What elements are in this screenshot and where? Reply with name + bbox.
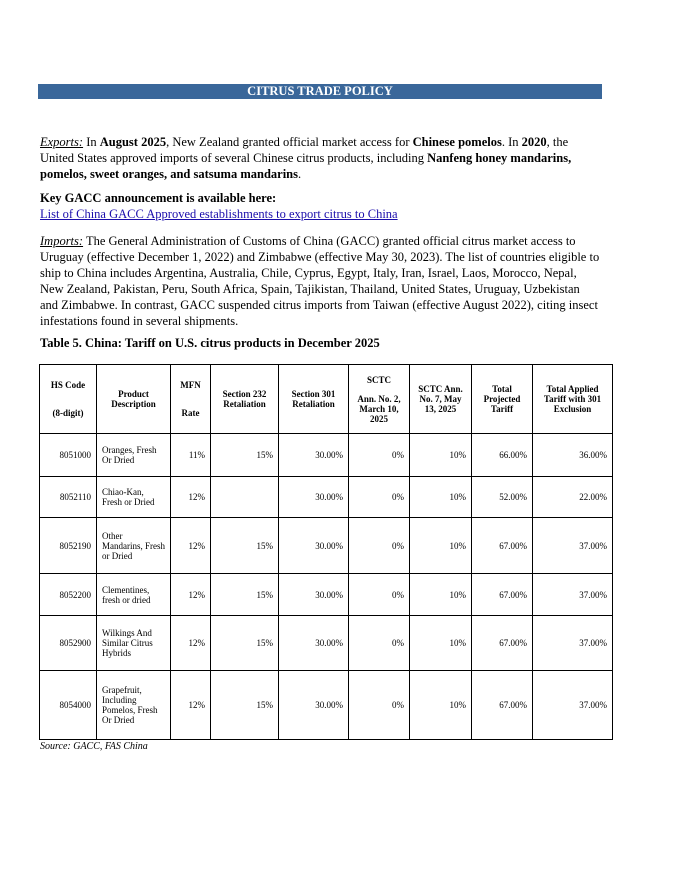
cell-total: 67.00% (472, 671, 533, 740)
header-hs-code-top: HS Code (50, 380, 86, 390)
header-hs-code-bottom: (8-digit) (52, 408, 84, 418)
table-source-note: Source: GACC, FAS China (40, 741, 148, 752)
cell-hs-code: 8052200 (40, 574, 97, 616)
exports-bold-date: August 2025 (99, 135, 167, 149)
cell-applied: 37.00% (533, 616, 613, 671)
cell-hs-code: 8054000 (40, 671, 97, 740)
tariff-table (39, 364, 613, 740)
cell-applied: 22.00% (533, 477, 613, 518)
cell-mfn: 12% (171, 574, 211, 616)
table-header-row (40, 365, 613, 434)
header-product-description: Product Description (97, 365, 171, 434)
cell-applied: 37.00% (533, 574, 613, 616)
cell-sctc7: 10% (410, 671, 472, 740)
cell-description: Clementines, fresh or dried (97, 574, 171, 616)
exports-paragraph (40, 134, 600, 182)
cell-sctc7: 10% (410, 616, 472, 671)
cell-s301: 30.00% (279, 434, 349, 477)
cell-applied: 37.00% (533, 671, 613, 740)
cell-s232: 15% (211, 574, 279, 616)
cell-description: Chiao-Kan, Fresh or Dried (97, 477, 171, 518)
table-row (40, 518, 613, 574)
exports-bold-year: 2020 (521, 135, 547, 149)
cell-total: 67.00% (472, 616, 533, 671)
announcement-block (40, 190, 600, 222)
exports-text: In (83, 135, 100, 149)
table-row (40, 477, 613, 518)
table-caption: Table 5. China: Tariff on U.S. citrus products in December 2025 (40, 336, 380, 350)
cell-hs-code: 8051000 (40, 434, 97, 477)
header-sctc-ann-2-top: SCTC (366, 374, 391, 385)
table-row (40, 574, 613, 616)
cell-sctc7: 10% (410, 477, 472, 518)
exports-bold-product: Chinese pomelos (412, 135, 502, 149)
cell-total: 52.00% (472, 477, 533, 518)
header-mfn-top: MFN (180, 380, 201, 390)
cell-sctc2: 0% (349, 616, 410, 671)
exports-text: , New Zealand granted official market access for (166, 135, 413, 149)
cell-s232: 15% (211, 671, 279, 740)
cell-hs-code: 8052900 (40, 616, 97, 671)
cell-sctc2: 0% (349, 671, 410, 740)
cell-sctc7: 10% (410, 434, 472, 477)
section-banner: CITRUS TRADE POLICY (38, 84, 602, 99)
cell-total: 67.00% (472, 518, 533, 574)
imports-label: Imports: (40, 234, 84, 248)
header-total-projected: Total Projected Tariff (472, 365, 533, 434)
cell-description: Grapefruit, Including Pomelos, Fresh Or Dried (97, 671, 171, 740)
cell-s232: 15% (211, 518, 279, 574)
cell-sctc7: 10% (410, 574, 472, 616)
table-row (40, 616, 613, 671)
cell-mfn: 12% (171, 671, 211, 740)
cell-sctc2: 0% (349, 518, 410, 574)
cell-description: Oranges, Fresh Or Dried (97, 434, 171, 477)
cell-s301: 30.00% (279, 671, 349, 740)
cell-description: Other Mandarins, Fresh or Dried (97, 518, 171, 574)
header-section-232: Section 232 Retaliation (211, 365, 279, 434)
cell-s232 (211, 477, 279, 518)
header-mfn-rate (171, 365, 211, 434)
exports-text: . (298, 167, 302, 181)
cell-mfn: 12% (171, 616, 211, 671)
cell-s232: 15% (211, 616, 279, 671)
cell-s232: 15% (211, 434, 279, 477)
cell-description: Wilkings And Similar Citrus Hybrids (97, 616, 171, 671)
header-mfn-bottom: Rate (181, 408, 200, 418)
table-row (40, 434, 613, 477)
cell-total: 66.00% (472, 434, 533, 477)
exports-bold-products: Nanfeng honey mandarins, pomelos, sweet oranges, and satsuma mandarins (40, 151, 572, 181)
exports-text: , the United States approved imports of several Chinese citrus products, including (40, 135, 569, 165)
cell-s301: 30.00% (279, 518, 349, 574)
header-total-applied: Total Applied Tariff with 301 Exclusion (533, 365, 613, 434)
cell-sctc2: 0% (349, 574, 410, 616)
table-row (40, 671, 613, 740)
header-sctc-ann-2 (349, 365, 410, 434)
cell-s301: 30.00% (279, 616, 349, 671)
cell-s301: 30.00% (279, 477, 349, 518)
header-hs-code (40, 365, 97, 434)
cell-s301: 30.00% (279, 574, 349, 616)
header-sctc-ann-2-bottom: Ann. No. 2, March 10, 2025 (357, 393, 401, 424)
cell-hs-code: 8052110 (40, 477, 97, 518)
cell-mfn: 12% (171, 518, 211, 574)
exports-text: . In (501, 135, 522, 149)
cell-mfn: 12% (171, 477, 211, 518)
imports-text: The General Administration of Customs of China (GACC) granted official citrus market access to Uruguay (effective December 1, 2022) and Zimbabwe (effective May 30, 2023). The list of countries eligible to ship to China includes Argentina, Australia, Chile, Cyprus, Egypt, Italy, Iran, Israel, Laos, Morocco, Nepal, New Zealand, Pakistan, Peru, South Africa, Spain, Tajikistan, Thailand, United States, Uruguay, Uzbekistan and Zimbabwe. In contrast, GACC suspended citrus imports from Taiwan (effective August 2022), citing insect infestations found in several shipments. (40, 234, 600, 328)
cell-applied: 37.00% (533, 518, 613, 574)
cell-sctc2: 0% (349, 477, 410, 518)
exports-label: Exports: (40, 135, 84, 149)
header-sctc-ann-7: SCTC Ann. No. 7, May 13, 2025 (410, 365, 472, 434)
announcement-heading: Key GACC announcement is available here: (40, 191, 277, 205)
cell-total: 67.00% (472, 574, 533, 616)
imports-paragraph (40, 233, 600, 329)
cell-applied: 36.00% (533, 434, 613, 477)
cell-sctc7: 10% (410, 518, 472, 574)
cell-hs-code: 8052190 (40, 518, 97, 574)
gacc-establishments-link[interactable]: List of China GACC Approved establishments to export citrus to China (40, 207, 398, 221)
cell-sctc2: 0% (349, 434, 410, 477)
cell-mfn: 11% (171, 434, 211, 477)
header-section-301: Section 301 Retaliation (279, 365, 349, 434)
